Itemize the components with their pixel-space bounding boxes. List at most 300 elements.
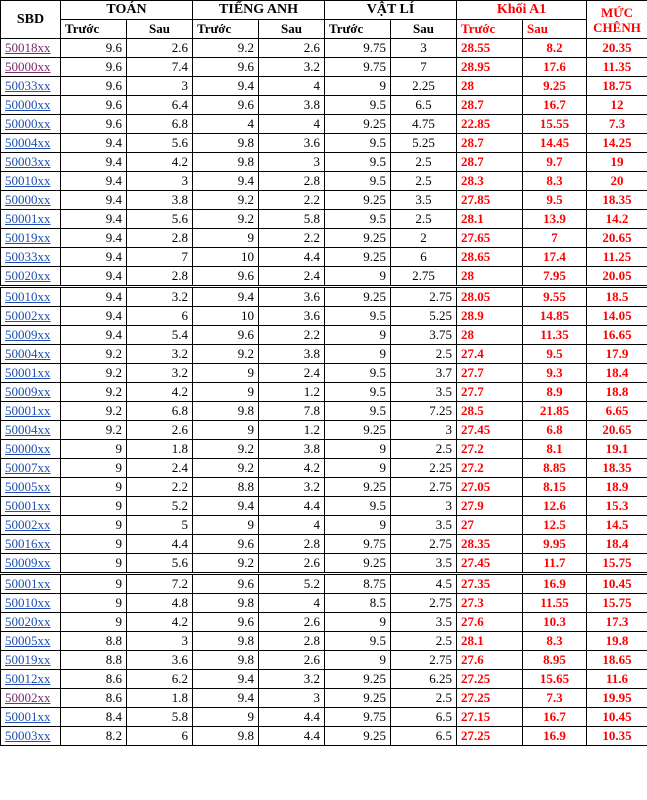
toan-truoc-cell: 9.4 — [61, 307, 127, 326]
khoi-a1-header: Khối A1 — [457, 1, 587, 20]
ta-truoc-cell: 9.4 — [193, 497, 259, 516]
a1-truoc-cell: 28.7 — [457, 134, 523, 153]
ta-sau-cell: 3.8 — [259, 440, 325, 459]
a1-truoc-cell: 27.45 — [457, 421, 523, 440]
a1-truoc-cell: 27.3 — [457, 594, 523, 613]
toan-sau-cell: 2.6 — [127, 39, 193, 58]
vl-truoc-cell: 9.75 — [325, 708, 391, 727]
sbd-link[interactable]: 50004xx — [5, 422, 51, 437]
muc-chenh-cell: 20.05 — [587, 267, 647, 287]
sbd-link[interactable]: 50003xx — [5, 154, 51, 169]
ta-truoc-cell: 9.6 — [193, 58, 259, 77]
ta-truoc-cell: 9.6 — [193, 574, 259, 594]
sbd-cell — [1, 459, 61, 478]
a1-truoc-cell: 28.7 — [457, 96, 523, 115]
sbd-cell — [1, 613, 61, 632]
toan-truoc-cell: 9 — [61, 594, 127, 613]
a1-truoc-cell: 27.35 — [457, 574, 523, 594]
muc-chenh-header: MỨC CHÊNH — [587, 1, 647, 39]
a1-sau-cell: 12.6 — [523, 497, 587, 516]
sbd-cell — [1, 554, 61, 574]
vl-truoc-cell: 9 — [325, 459, 391, 478]
ta-truoc-cell: 9.8 — [193, 632, 259, 651]
ta-truoc-cell: 9.6 — [193, 326, 259, 345]
ta-truoc-cell: 9.8 — [193, 727, 259, 746]
ta-truoc-cell: 9.6 — [193, 613, 259, 632]
toan-truoc-cell: 9.4 — [61, 172, 127, 191]
vl-sau-cell: 2.5 — [391, 210, 457, 229]
muc-chenh-cell: 15.75 — [587, 594, 647, 613]
vl-truoc-cell: 9.5 — [325, 210, 391, 229]
muc-chenh-cell: 16.65 — [587, 326, 647, 345]
sbd-link[interactable]: 50000xx — [5, 116, 51, 131]
vl-truoc-cell: 9 — [325, 613, 391, 632]
vl-sau-cell: 2.5 — [391, 153, 457, 172]
vl-truoc-cell: 9.25 — [325, 554, 391, 574]
ta-sau-cell: 3 — [259, 689, 325, 708]
ta-truoc-cell: 9.6 — [193, 96, 259, 115]
muc-chenh-cell: 19.8 — [587, 632, 647, 651]
ta-truoc-cell: 9 — [193, 229, 259, 248]
a1-sau-cell: 8.2 — [523, 39, 587, 58]
ta-truoc-cell: 9 — [193, 516, 259, 535]
toan-sau-cell: 2.8 — [127, 229, 193, 248]
a1-sau-cell: 8.9 — [523, 383, 587, 402]
toan-truoc-cell: 9.2 — [61, 383, 127, 402]
a1-truoc-cell: 27.15 — [457, 708, 523, 727]
ta-sau-cell: 2.2 — [259, 326, 325, 345]
toan-truoc-cell: 9 — [61, 554, 127, 574]
a1-sau-header: Sau — [523, 20, 587, 39]
vl-sau-cell: 5.25 — [391, 134, 457, 153]
ta-sau-cell: 1.2 — [259, 421, 325, 440]
toan-truoc-cell: 9.6 — [61, 58, 127, 77]
sbd-link[interactable]: 50000xx — [5, 192, 51, 207]
sbd-link[interactable]: 50033xx — [5, 249, 51, 264]
sbd-link[interactable]: 50020xx — [5, 614, 51, 629]
toan-truoc-cell: 9.2 — [61, 421, 127, 440]
muc-chenh-cell: 19.1 — [587, 440, 647, 459]
vl-truoc-cell: 9 — [325, 326, 391, 345]
sbd-link[interactable]: 50000xx — [5, 59, 51, 74]
toan-sau-cell: 3.2 — [127, 287, 193, 307]
toan-sau-cell: 3.2 — [127, 345, 193, 364]
vl-truoc-cell: 9.5 — [325, 172, 391, 191]
a1-sau-cell: 7.95 — [523, 267, 587, 287]
vl-truoc-cell: 9 — [325, 345, 391, 364]
table-row — [1, 134, 647, 153]
vl-truoc-cell: 9.5 — [325, 134, 391, 153]
toan-truoc-cell: 9 — [61, 478, 127, 497]
ta-sau-cell: 2.4 — [259, 267, 325, 287]
vl-truoc-cell: 9.25 — [325, 287, 391, 307]
ta-sau-cell: 3.6 — [259, 287, 325, 307]
ta-sau-cell: 4 — [259, 115, 325, 134]
ta-truoc-cell: 9.8 — [193, 651, 259, 670]
table-row — [1, 248, 647, 267]
a1-truoc-cell: 27.6 — [457, 613, 523, 632]
sbd-link[interactable]: 50002xx — [5, 690, 51, 705]
a1-truoc-cell: 27.9 — [457, 497, 523, 516]
sbd-link[interactable]: 50012xx — [5, 671, 51, 686]
muc-chenh-cell: 19 — [587, 153, 647, 172]
a1-truoc-cell: 27.2 — [457, 459, 523, 478]
ta-truoc-cell: 9.4 — [193, 670, 259, 689]
sbd-link[interactable]: 50010xx — [5, 289, 51, 304]
toan-sau-cell: 6 — [127, 307, 193, 326]
table-row — [1, 689, 647, 708]
ta-truoc-cell: 8.8 — [193, 478, 259, 497]
ta-truoc-cell: 9.6 — [193, 267, 259, 287]
toan-sau-cell: 4.2 — [127, 383, 193, 402]
a1-sau-cell: 14.85 — [523, 307, 587, 326]
sbd-cell — [1, 191, 61, 210]
muc-chenh-cell: 10.35 — [587, 727, 647, 746]
ta-truoc-cell: 9.2 — [193, 210, 259, 229]
vl-sau-cell: 5.25 — [391, 307, 457, 326]
muc-chenh-cell: 7.3 — [587, 115, 647, 134]
vl-sau-cell: 3 — [391, 497, 457, 516]
a1-sau-cell: 15.55 — [523, 115, 587, 134]
ta-truoc-cell: 10 — [193, 307, 259, 326]
sbd-link[interactable]: 50007xx — [5, 460, 51, 475]
a1-truoc-cell: 28.65 — [457, 248, 523, 267]
muc-chenh-cell: 11.6 — [587, 670, 647, 689]
toan-truoc-cell: 9 — [61, 613, 127, 632]
sbd-link[interactable]: 50009xx — [5, 384, 51, 399]
vl-truoc-cell: 9.5 — [325, 364, 391, 383]
a1-sau-cell: 9.5 — [523, 191, 587, 210]
toan-sau-cell: 5.6 — [127, 210, 193, 229]
sbd-link[interactable]: 50000xx — [5, 441, 51, 456]
toan-truoc-cell: 9.4 — [61, 210, 127, 229]
toan-truoc-cell: 9.6 — [61, 39, 127, 58]
ta-sau-cell: 2.6 — [259, 39, 325, 58]
muc-chenh-cell: 20.35 — [587, 39, 647, 58]
sbd-link[interactable]: 50019xx — [5, 652, 51, 667]
table-row — [1, 421, 647, 440]
a1-sau-cell: 8.3 — [523, 172, 587, 191]
table-row — [1, 307, 647, 326]
vl-truoc-cell: 9 — [325, 267, 391, 287]
a1-sau-cell: 16.7 — [523, 708, 587, 727]
vl-sau-cell: 2.5 — [391, 345, 457, 364]
ta-sau-cell: 3 — [259, 153, 325, 172]
vl-sau-cell: 2.5 — [391, 172, 457, 191]
a1-truoc-cell: 28.1 — [457, 210, 523, 229]
a1-sau-cell: 7.3 — [523, 689, 587, 708]
vl-sau-cell: 7.25 — [391, 402, 457, 421]
ta-sau-cell: 4.4 — [259, 497, 325, 516]
a1-truoc-cell: 28 — [457, 326, 523, 345]
vl-sau-cell: 6.5 — [391, 727, 457, 746]
sbd-cell — [1, 134, 61, 153]
toan-sau-cell: 6.4 — [127, 96, 193, 115]
tieng-anh-header: TIẾNG ANH — [193, 1, 325, 20]
vl-truoc-cell: 9.25 — [325, 727, 391, 746]
sbd-link[interactable]: 50000xx — [5, 97, 51, 112]
toan-sau-cell: 6.2 — [127, 670, 193, 689]
vl-truoc-cell: 8.5 — [325, 594, 391, 613]
a1-truoc-cell: 28.35 — [457, 535, 523, 554]
a1-sau-cell: 21.85 — [523, 402, 587, 421]
a1-truoc-cell: 28.05 — [457, 287, 523, 307]
sbd-link[interactable]: 50001xx — [5, 365, 51, 380]
table-row — [1, 267, 647, 287]
muc-chenh-cell: 18.4 — [587, 535, 647, 554]
ta-sau-cell: 4.4 — [259, 708, 325, 727]
ta-sau-cell: 3.8 — [259, 345, 325, 364]
toan-truoc-cell: 9 — [61, 459, 127, 478]
toan-sau-cell: 4.2 — [127, 153, 193, 172]
muc-chenh-cell: 18.4 — [587, 364, 647, 383]
sbd-link[interactable]: 50010xx — [5, 595, 51, 610]
sbd-link[interactable]: 50004xx — [5, 135, 51, 150]
ta-sau-cell: 2.6 — [259, 651, 325, 670]
toan-sau-cell: 2.4 — [127, 459, 193, 478]
table-row — [1, 516, 647, 535]
table-row — [1, 172, 647, 191]
vl-sau-cell: 2.25 — [391, 459, 457, 478]
vl-truoc-cell: 9.25 — [325, 478, 391, 497]
a1-sau-cell: 6.8 — [523, 421, 587, 440]
muc-chenh-cell: 14.25 — [587, 134, 647, 153]
vl-sau-cell: 2.75 — [391, 651, 457, 670]
toan-truoc-cell: 8.6 — [61, 689, 127, 708]
muc-chenh-cell: 10.45 — [587, 708, 647, 727]
muc-chenh-cell: 20.65 — [587, 229, 647, 248]
table-row — [1, 383, 647, 402]
sbd-cell — [1, 497, 61, 516]
muc-chenh-cell: 14.05 — [587, 307, 647, 326]
vl-sau-cell: 7 — [391, 58, 457, 77]
sbd-link[interactable]: 50001xx — [5, 403, 51, 418]
ta-truoc-cell: 4 — [193, 115, 259, 134]
toan-sau-cell: 5.2 — [127, 497, 193, 516]
vl-sau-cell: 6.5 — [391, 708, 457, 727]
ta-sau-cell: 2.2 — [259, 191, 325, 210]
muc-chenh-cell: 6.65 — [587, 402, 647, 421]
vl-sau-cell: 3 — [391, 39, 457, 58]
toan-sau-cell: 1.8 — [127, 689, 193, 708]
toan-truoc-cell: 9 — [61, 535, 127, 554]
ta-truoc-cell: 9.8 — [193, 153, 259, 172]
sbd-cell — [1, 574, 61, 594]
sbd-link[interactable]: 50001xx — [5, 211, 51, 226]
muc-chenh-cell: 18.5 — [587, 287, 647, 307]
toan-truoc-cell: 9.4 — [61, 191, 127, 210]
header-row-2 — [1, 20, 647, 39]
sbd-link[interactable]: 50009xx — [5, 327, 51, 342]
table-row — [1, 364, 647, 383]
a1-sau-cell: 11.55 — [523, 594, 587, 613]
a1-truoc-cell: 28.7 — [457, 153, 523, 172]
vl-sau-cell: 3.5 — [391, 613, 457, 632]
muc-chenh-cell: 11.35 — [587, 58, 647, 77]
sbd-link[interactable]: 50019xx — [5, 230, 51, 245]
table-row — [1, 594, 647, 613]
table-row — [1, 115, 647, 134]
a1-sau-cell: 8.85 — [523, 459, 587, 478]
toan-truoc-cell: 9.6 — [61, 77, 127, 96]
ta-sau-cell: 2.4 — [259, 364, 325, 383]
muc-chenh-cell: 18.75 — [587, 77, 647, 96]
ta-sau-cell: 4.4 — [259, 248, 325, 267]
table-row — [1, 229, 647, 248]
vl-sau-cell: 6.25 — [391, 670, 457, 689]
toan-sau-cell: 2.8 — [127, 267, 193, 287]
sbd-link[interactable]: 50001xx — [5, 498, 51, 513]
vl-truoc-cell: 8.75 — [325, 574, 391, 594]
sbd-link[interactable]: 50016xx — [5, 536, 51, 551]
sbd-cell — [1, 383, 61, 402]
a1-truoc-cell: 27.25 — [457, 689, 523, 708]
vl-sau-cell: 2.75 — [391, 478, 457, 497]
header-row-1 — [1, 1, 647, 20]
sbd-link[interactable]: 50033xx — [5, 78, 51, 93]
vl-sau-cell: 3.5 — [391, 191, 457, 210]
sbd-cell — [1, 727, 61, 746]
vl-truoc-cell: 9.5 — [325, 307, 391, 326]
sbd-cell — [1, 210, 61, 229]
ta-sau-header: Sau — [259, 20, 325, 39]
a1-truoc-cell: 28 — [457, 77, 523, 96]
a1-sau-cell: 9.55 — [523, 287, 587, 307]
table-row — [1, 554, 647, 574]
toan-truoc-cell: 9.2 — [61, 345, 127, 364]
toan-sau-cell: 6 — [127, 727, 193, 746]
sbd-link[interactable]: 50020xx — [5, 268, 51, 283]
sbd-link[interactable]: 50002xx — [5, 308, 51, 323]
ta-sau-cell: 2.2 — [259, 229, 325, 248]
table-row — [1, 670, 647, 689]
vl-truoc-cell: 9 — [325, 77, 391, 96]
vl-sau-cell: 3.5 — [391, 516, 457, 535]
toan-sau-cell: 5.6 — [127, 554, 193, 574]
ta-truoc-cell: 9 — [193, 708, 259, 727]
toan-truoc-cell: 9.4 — [61, 229, 127, 248]
vl-sau-cell: 2 — [391, 229, 457, 248]
sbd-cell — [1, 632, 61, 651]
toan-truoc-cell: 9.4 — [61, 134, 127, 153]
vl-truoc-cell: 9.5 — [325, 383, 391, 402]
a1-truoc-cell: 28 — [457, 267, 523, 287]
ta-truoc-cell: 9.4 — [193, 689, 259, 708]
muc-chenh-cell: 14.2 — [587, 210, 647, 229]
sbd-cell — [1, 153, 61, 172]
a1-sau-cell: 11.7 — [523, 554, 587, 574]
toan-sau-cell: 5.8 — [127, 708, 193, 727]
vl-sau-cell: 6.5 — [391, 96, 457, 115]
vl-sau-cell: 4.75 — [391, 115, 457, 134]
a1-truoc-cell: 28.1 — [457, 632, 523, 651]
ta-sau-cell: 2.6 — [259, 613, 325, 632]
sbd-cell — [1, 421, 61, 440]
vl-sau-cell: 2.5 — [391, 689, 457, 708]
muc-chenh-cell: 20.65 — [587, 421, 647, 440]
vl-sau-cell: 4.5 — [391, 574, 457, 594]
a1-sau-cell: 13.9 — [523, 210, 587, 229]
a1-sau-cell: 8.1 — [523, 440, 587, 459]
table-row — [1, 478, 647, 497]
a1-truoc-cell: 27.7 — [457, 383, 523, 402]
sbd-cell — [1, 402, 61, 421]
sbd-cell — [1, 96, 61, 115]
ta-sau-cell: 4 — [259, 77, 325, 96]
vl-sau-cell: 3.7 — [391, 364, 457, 383]
muc-chenh-cell: 17.3 — [587, 613, 647, 632]
vl-sau-cell: 2.25 — [391, 77, 457, 96]
a1-sau-cell: 15.65 — [523, 670, 587, 689]
a1-sau-cell: 11.35 — [523, 326, 587, 345]
sbd-link[interactable]: 50005xx — [5, 633, 51, 648]
sbd-link[interactable]: 50018xx — [5, 40, 51, 55]
sbd-cell — [1, 670, 61, 689]
toan-sau-cell: 4.4 — [127, 535, 193, 554]
muc-chenh-cell: 15.3 — [587, 497, 647, 516]
sbd-link[interactable]: 50001xx — [5, 576, 51, 591]
ta-truoc-cell: 10 — [193, 248, 259, 267]
table-row — [1, 39, 647, 58]
table-row — [1, 153, 647, 172]
table-row — [1, 632, 647, 651]
a1-sau-cell: 12.5 — [523, 516, 587, 535]
a1-sau-cell: 7 — [523, 229, 587, 248]
a1-truoc-cell: 27.45 — [457, 554, 523, 574]
sbd-link[interactable]: 50004xx — [5, 346, 51, 361]
toan-truoc-cell: 8.8 — [61, 632, 127, 651]
sbd-cell — [1, 115, 61, 134]
vl-truoc-cell: 9.25 — [325, 191, 391, 210]
sbd-link[interactable]: 50003xx — [5, 728, 51, 743]
sbd-link[interactable]: 50005xx — [5, 479, 51, 494]
toan-truoc-cell: 9.2 — [61, 402, 127, 421]
sbd-cell — [1, 345, 61, 364]
vl-truoc-cell: 9.5 — [325, 632, 391, 651]
ta-sau-cell: 4.4 — [259, 727, 325, 746]
toan-truoc-cell: 8.6 — [61, 670, 127, 689]
vl-truoc-cell: 9.75 — [325, 39, 391, 58]
table-row — [1, 96, 647, 115]
vl-truoc-cell: 9.25 — [325, 115, 391, 134]
ta-sau-cell: 1.2 — [259, 383, 325, 402]
sbd-cell — [1, 248, 61, 267]
table-row — [1, 535, 647, 554]
muc-chenh-cell: 15.75 — [587, 554, 647, 574]
a1-truoc-cell: 28.3 — [457, 172, 523, 191]
vl-truoc-cell: 9.75 — [325, 535, 391, 554]
sbd-link[interactable]: 50010xx — [5, 173, 51, 188]
a1-sau-cell: 9.25 — [523, 77, 587, 96]
toan-truoc-cell: 9.2 — [61, 364, 127, 383]
toan-truoc-cell: 9.4 — [61, 267, 127, 287]
sbd-cell — [1, 77, 61, 96]
table-row — [1, 708, 647, 727]
a1-sau-cell: 16.9 — [523, 574, 587, 594]
a1-sau-cell: 8.95 — [523, 651, 587, 670]
vl-sau-cell: 2.75 — [391, 594, 457, 613]
ta-sau-cell: 2.6 — [259, 554, 325, 574]
ta-truoc-header: Trước — [193, 20, 259, 39]
sbd-cell — [1, 440, 61, 459]
toan-truoc-cell: 9.6 — [61, 115, 127, 134]
ta-sau-cell: 4 — [259, 516, 325, 535]
sbd-link[interactable]: 50001xx — [5, 709, 51, 724]
sbd-link[interactable]: 50009xx — [5, 555, 51, 570]
toan-truoc-cell: 9 — [61, 497, 127, 516]
a1-truoc-cell: 27 — [457, 516, 523, 535]
sbd-link[interactable]: 50002xx — [5, 517, 51, 532]
